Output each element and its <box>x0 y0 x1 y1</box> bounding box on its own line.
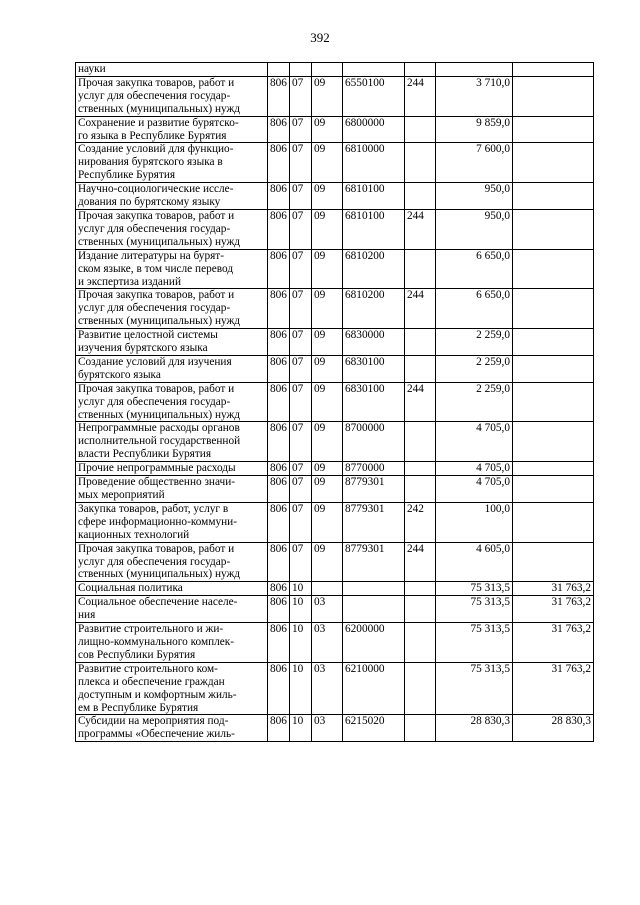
row-rz-cell: 07 <box>290 476 312 503</box>
row-name-cell: Прочая закупка товаров, работ и услуг для обеспечения государ- ственных (муниципальных) нужд <box>76 76 268 116</box>
row-sum2-cell: 31 763,2 <box>513 623 594 663</box>
row-vr-cell <box>405 329 436 356</box>
row-vr-cell: 244 <box>405 209 436 249</box>
row-ved-cell: 806 <box>268 289 290 329</box>
row-vr-cell <box>405 422 436 462</box>
row-ved-cell: 806 <box>268 422 290 462</box>
row-csr-cell: 6215020 <box>343 715 405 742</box>
row-pr-cell: 03 <box>312 596 343 623</box>
table-row <box>76 422 594 462</box>
row-rz-cell: 07 <box>290 76 312 116</box>
row-name-cell: Создание условий для изучения бурятского языка <box>76 355 268 382</box>
table-row <box>76 289 594 329</box>
row-ved-cell: 806 <box>268 143 290 183</box>
table-row <box>76 329 594 356</box>
row-sum1-cell: 6 650,0 <box>436 249 513 289</box>
row-name-cell: Прочая закупка товаров, работ и услуг для обеспечения государ- ственных (муниципальных) нужд <box>76 382 268 422</box>
row-ved-cell: 806 <box>268 582 290 596</box>
row-sum2-cell: 28 830,3 <box>513 715 594 742</box>
row-name-cell: науки <box>76 63 268 77</box>
row-rz-cell: 07 <box>290 289 312 329</box>
row-name-cell: Сохранение и развитие бурятско- го языка в Республике Бурятия <box>76 116 268 143</box>
row-rz-cell: 07 <box>290 329 312 356</box>
row-sum2-cell <box>513 143 594 183</box>
row-csr-cell: 8700000 <box>343 422 405 462</box>
row-sum2-cell: 31 763,2 <box>513 662 594 715</box>
row-pr-cell: 09 <box>312 76 343 116</box>
row-csr-cell <box>343 63 405 77</box>
row-rz-cell: 07 <box>290 462 312 476</box>
row-ved-cell <box>268 63 290 77</box>
row-sum1-cell: 7 600,0 <box>436 143 513 183</box>
row-csr-cell: 8770000 <box>343 462 405 476</box>
row-sum2-cell <box>513 116 594 143</box>
row-sum1-cell: 6 650,0 <box>436 289 513 329</box>
row-pr-cell: 09 <box>312 143 343 183</box>
table-row <box>76 715 594 742</box>
row-vr-cell <box>405 715 436 742</box>
row-csr-cell: 6810200 <box>343 289 405 329</box>
row-sum2-cell <box>513 249 594 289</box>
row-pr-cell: 09 <box>312 462 343 476</box>
row-csr-cell: 6810000 <box>343 143 405 183</box>
row-vr-cell <box>405 596 436 623</box>
row-name-cell: Развитие строительного и жи- лищно-коммунального комплек- сов Республики Бурятия <box>76 623 268 663</box>
row-csr-cell: 6200000 <box>343 623 405 663</box>
row-sum1-cell: 4 705,0 <box>436 476 513 503</box>
row-rz-cell: 07 <box>290 116 312 143</box>
row-name-cell: Прочие непрограммные расходы <box>76 462 268 476</box>
row-name-cell: Социальное обеспечение населе- ния <box>76 596 268 623</box>
row-ved-cell: 806 <box>268 476 290 503</box>
row-sum1-cell: 950,0 <box>436 183 513 210</box>
row-sum1-cell: 9 859,0 <box>436 116 513 143</box>
row-pr-cell: 09 <box>312 355 343 382</box>
table-row <box>76 76 594 116</box>
table-row <box>76 116 594 143</box>
row-csr-cell: 6830100 <box>343 382 405 422</box>
row-pr-cell: 09 <box>312 183 343 210</box>
row-vr-cell: 244 <box>405 542 436 582</box>
row-sum1-cell: 28 830,3 <box>436 715 513 742</box>
row-pr-cell: 09 <box>312 116 343 143</box>
row-sum1-cell: 4 605,0 <box>436 542 513 582</box>
row-vr-cell <box>405 249 436 289</box>
row-sum1-cell: 100,0 <box>436 502 513 542</box>
row-csr-cell: 6210000 <box>343 662 405 715</box>
row-csr-cell: 6830100 <box>343 355 405 382</box>
row-sum1-cell: 75 313,5 <box>436 662 513 715</box>
row-name-cell: Субсидии на мероприятия под- программы «Обеспечение жиль- <box>76 715 268 742</box>
table-row <box>76 596 594 623</box>
row-csr-cell: 6810200 <box>343 249 405 289</box>
table-row <box>76 476 594 503</box>
table-row <box>76 382 594 422</box>
table-row <box>76 542 594 582</box>
row-sum2-cell <box>513 462 594 476</box>
row-ved-cell: 806 <box>268 355 290 382</box>
row-rz-cell: 10 <box>290 596 312 623</box>
table-row <box>76 209 594 249</box>
row-name-cell: Непрограммные расходы органов исполнительной государственной власти Республики Бурятия <box>76 422 268 462</box>
row-vr-cell <box>405 143 436 183</box>
row-pr-cell <box>312 582 343 596</box>
table-row <box>76 249 594 289</box>
row-rz-cell: 07 <box>290 422 312 462</box>
row-sum1-cell: 4 705,0 <box>436 462 513 476</box>
row-rz-cell <box>290 63 312 77</box>
row-name-cell: Научно-социологические иссле- дования по бурятскому языку <box>76 183 268 210</box>
row-vr-cell: 244 <box>405 76 436 116</box>
row-ved-cell: 806 <box>268 623 290 663</box>
row-vr-cell <box>405 355 436 382</box>
row-ved-cell: 806 <box>268 183 290 210</box>
budget-table <box>75 62 594 742</box>
table-row <box>76 63 594 77</box>
row-ved-cell: 806 <box>268 462 290 476</box>
row-rz-cell: 10 <box>290 582 312 596</box>
row-vr-cell <box>405 582 436 596</box>
row-csr-cell: 6810100 <box>343 209 405 249</box>
row-rz-cell: 07 <box>290 209 312 249</box>
row-pr-cell: 03 <box>312 662 343 715</box>
table-row <box>76 183 594 210</box>
row-vr-cell <box>405 63 436 77</box>
table-row <box>76 662 594 715</box>
row-vr-cell <box>405 476 436 503</box>
row-pr-cell: 09 <box>312 249 343 289</box>
row-rz-cell: 07 <box>290 542 312 582</box>
row-csr-cell <box>343 582 405 596</box>
row-sum2-cell <box>513 422 594 462</box>
row-sum1-cell: 75 313,5 <box>436 582 513 596</box>
row-sum1-cell: 2 259,0 <box>436 382 513 422</box>
page-number: 392 <box>310 30 330 45</box>
row-sum2-cell <box>513 329 594 356</box>
row-vr-cell: 244 <box>405 289 436 329</box>
row-name-cell: Прочая закупка товаров, работ и услуг для обеспечения государ- ственных (муниципальных) нужд <box>76 209 268 249</box>
row-sum1-cell: 950,0 <box>436 209 513 249</box>
row-rz-cell: 07 <box>290 183 312 210</box>
row-sum2-cell <box>513 355 594 382</box>
row-csr-cell: 6550100 <box>343 76 405 116</box>
row-ved-cell: 806 <box>268 502 290 542</box>
row-sum1-cell: 3 710,0 <box>436 76 513 116</box>
row-sum2-cell: 31 763,2 <box>513 596 594 623</box>
row-ved-cell: 806 <box>268 662 290 715</box>
row-sum1-cell: 2 259,0 <box>436 355 513 382</box>
row-sum2-cell <box>513 183 594 210</box>
row-sum2-cell <box>513 289 594 329</box>
row-ved-cell: 806 <box>268 76 290 116</box>
row-sum2-cell <box>513 502 594 542</box>
row-name-cell: Прочая закупка товаров, работ и услуг для обеспечения государ- ственных (муниципальных) нужд <box>76 542 268 582</box>
row-name-cell: Создание условий для функцио- нирования бурятского языка в Республике Бурятия <box>76 143 268 183</box>
row-pr-cell: 09 <box>312 289 343 329</box>
row-ved-cell: 806 <box>268 542 290 582</box>
row-sum2-cell <box>513 209 594 249</box>
row-ved-cell: 806 <box>268 329 290 356</box>
row-name-cell: Развитие целостной системы изучения бурятского языка <box>76 329 268 356</box>
table-row <box>76 143 594 183</box>
row-vr-cell <box>405 183 436 210</box>
row-name-cell: Закупка товаров, работ, услуг в сфере информационно-коммуни- кационных технологий <box>76 502 268 542</box>
row-vr-cell <box>405 623 436 663</box>
row-rz-cell: 10 <box>290 662 312 715</box>
row-sum2-cell: 31 763,2 <box>513 582 594 596</box>
row-pr-cell: 09 <box>312 422 343 462</box>
row-pr-cell: 09 <box>312 476 343 503</box>
row-vr-cell <box>405 662 436 715</box>
row-sum1-cell: 75 313,5 <box>436 596 513 623</box>
row-ved-cell: 806 <box>268 596 290 623</box>
row-rz-cell: 07 <box>290 502 312 542</box>
table-row <box>76 582 594 596</box>
row-rz-cell: 10 <box>290 623 312 663</box>
row-pr-cell: 09 <box>312 502 343 542</box>
row-csr-cell: 6800000 <box>343 116 405 143</box>
row-csr-cell: 8779301 <box>343 476 405 503</box>
row-ved-cell: 806 <box>268 209 290 249</box>
row-pr-cell: 09 <box>312 542 343 582</box>
row-pr-cell: 03 <box>312 715 343 742</box>
table-row <box>76 355 594 382</box>
row-csr-cell <box>343 596 405 623</box>
row-sum1-cell <box>436 63 513 77</box>
row-csr-cell: 8779301 <box>343 542 405 582</box>
row-rz-cell: 07 <box>290 249 312 289</box>
row-csr-cell: 8779301 <box>343 502 405 542</box>
row-sum2-cell <box>513 382 594 422</box>
row-pr-cell: 09 <box>312 329 343 356</box>
row-sum2-cell <box>513 476 594 503</box>
row-ved-cell: 806 <box>268 249 290 289</box>
table-row <box>76 462 594 476</box>
row-sum1-cell: 4 705,0 <box>436 422 513 462</box>
row-sum1-cell: 2 259,0 <box>436 329 513 356</box>
table-row <box>76 502 594 542</box>
row-pr-cell: 09 <box>312 382 343 422</box>
row-pr-cell <box>312 63 343 77</box>
row-name-cell: Издание литературы на бурят- ском языке, в том числе перевод и экспертиза изданий <box>76 249 268 289</box>
row-pr-cell: 03 <box>312 623 343 663</box>
row-ved-cell: 806 <box>268 116 290 143</box>
row-sum2-cell <box>513 542 594 582</box>
row-name-cell: Прочая закупка товаров, работ и услуг для обеспечения государ- ственных (муниципальных) нужд <box>76 289 268 329</box>
row-name-cell: Развитие строительного ком- плекса и обеспечение граждан доступным и комфортным жиль- ем в Республике Бурятия <box>76 662 268 715</box>
row-vr-cell <box>405 462 436 476</box>
table-row <box>76 623 594 663</box>
row-rz-cell: 07 <box>290 355 312 382</box>
row-csr-cell: 6830000 <box>343 329 405 356</box>
row-rz-cell: 07 <box>290 143 312 183</box>
row-vr-cell <box>405 116 436 143</box>
row-pr-cell: 09 <box>312 209 343 249</box>
row-sum2-cell <box>513 63 594 77</box>
row-rz-cell: 07 <box>290 382 312 422</box>
row-vr-cell: 242 <box>405 502 436 542</box>
row-ved-cell: 806 <box>268 715 290 742</box>
row-vr-cell: 244 <box>405 382 436 422</box>
row-ved-cell: 806 <box>268 382 290 422</box>
row-csr-cell: 6810100 <box>343 183 405 210</box>
row-sum1-cell: 75 313,5 <box>436 623 513 663</box>
row-name-cell: Социальная политика <box>76 582 268 596</box>
row-name-cell: Проведение общественно значи- мых мероприятий <box>76 476 268 503</box>
row-rz-cell: 10 <box>290 715 312 742</box>
row-sum2-cell <box>513 76 594 116</box>
